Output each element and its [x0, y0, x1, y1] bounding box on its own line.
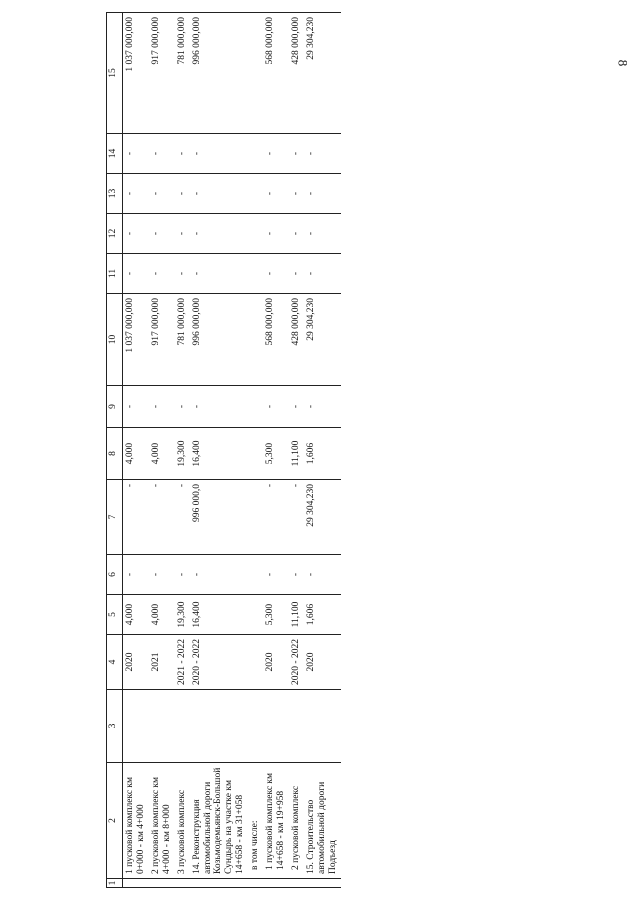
- cell-c3: [289, 690, 304, 763]
- cell-c12: -: [263, 214, 289, 254]
- cell-c6: -: [149, 555, 175, 595]
- cell-c6: -: [190, 555, 249, 595]
- cell-c3: [248, 690, 263, 763]
- column-header-14: 14: [107, 134, 123, 174]
- cell-c14: -: [304, 134, 341, 174]
- cell-c8: [248, 428, 263, 480]
- cell-c11: -: [149, 254, 175, 294]
- column-header-12: 12: [107, 214, 123, 254]
- cell-c9: -: [123, 386, 149, 428]
- cell-c11: -: [289, 254, 304, 294]
- cell-c12: -: [175, 214, 190, 254]
- cell-c5: 4,000: [149, 595, 175, 635]
- cell-c7: -: [263, 480, 289, 555]
- cell-c9: -: [263, 386, 289, 428]
- cell-name: 15. Строительство автомобильной дороги Подъезд: [304, 763, 341, 879]
- cell-c3: [190, 690, 249, 763]
- cell-c15: 568 000,000: [263, 13, 289, 134]
- cell-c14: [248, 134, 263, 174]
- cell-c3: [263, 690, 289, 763]
- cell-c8: 16,400: [190, 428, 249, 480]
- table-row: [149, 13, 175, 888]
- cell-c9: [248, 386, 263, 428]
- cell-c4: 2020: [304, 635, 341, 690]
- table-row: [123, 13, 149, 888]
- cell-c8: 11,100: [289, 428, 304, 480]
- column-header-5: 5: [107, 595, 123, 635]
- cell-c3: [175, 690, 190, 763]
- cell-c14: -: [123, 134, 149, 174]
- cell-c9: -: [175, 386, 190, 428]
- table-row: [175, 13, 190, 888]
- cell-c1: [304, 879, 341, 888]
- cell-c5: 4,000: [123, 595, 149, 635]
- cell-c5: 1,606: [304, 595, 341, 635]
- column-header-11: 11: [107, 254, 123, 294]
- cell-c9: -: [190, 386, 249, 428]
- cell-c14: -: [263, 134, 289, 174]
- cell-c10: 917 000,000: [149, 294, 175, 386]
- cell-c7: -: [289, 480, 304, 555]
- cell-c4: 2021: [149, 635, 175, 690]
- table-row: [263, 13, 289, 888]
- cell-c13: -: [149, 174, 175, 214]
- cell-c1: [190, 879, 249, 888]
- cell-c3: [149, 690, 175, 763]
- column-header-7: 7: [107, 480, 123, 555]
- cell-c7: 996 000,0: [190, 480, 249, 555]
- cell-c10: 996 000,000: [190, 294, 249, 386]
- column-header-15: 15: [107, 13, 123, 134]
- cell-name: в том числе:: [248, 763, 263, 879]
- cell-c10: 1 037 000,000: [123, 294, 149, 386]
- table-body: [123, 13, 341, 888]
- header-row: [107, 13, 123, 888]
- cell-c6: -: [263, 555, 289, 595]
- column-header-8: 8: [107, 428, 123, 480]
- cell-name: 3 пусковой комплекс: [175, 763, 190, 879]
- cell-c12: -: [304, 214, 341, 254]
- cell-c6: -: [304, 555, 341, 595]
- column-header-4: 4: [107, 635, 123, 690]
- cell-c14: -: [190, 134, 249, 174]
- cell-c13: -: [123, 174, 149, 214]
- cell-c1: [123, 879, 149, 888]
- cell-c8: 5,300: [263, 428, 289, 480]
- cell-c11: -: [304, 254, 341, 294]
- cell-c10: 568 000,000: [263, 294, 289, 386]
- cell-c12: [248, 214, 263, 254]
- cell-c10: 781 000,000: [175, 294, 190, 386]
- data-table: [106, 12, 341, 888]
- cell-c7: -: [175, 480, 190, 555]
- cell-c14: -: [175, 134, 190, 174]
- column-header-1: 1: [107, 879, 123, 888]
- cell-name: 2 пусковой комплекс км 4+000 - км 8+000: [149, 763, 175, 879]
- cell-c13: -: [190, 174, 249, 214]
- cell-name: 1 пусковой комплекс км 0+000 - км 4+000: [123, 763, 149, 879]
- cell-c4: 2020: [123, 635, 149, 690]
- cell-c10: 428 000,000: [289, 294, 304, 386]
- cell-name: 1 пусковой комплекс км 14+658 - км 19+958: [263, 763, 289, 879]
- rotated-table-container: [106, 13, 341, 888]
- cell-c1: [175, 879, 190, 888]
- table-row: [304, 13, 341, 888]
- cell-c5: 5,300: [263, 595, 289, 635]
- cell-c13: -: [289, 174, 304, 214]
- cell-c15: 1 037 000,000: [123, 13, 149, 134]
- cell-c11: -: [190, 254, 249, 294]
- cell-c13: -: [263, 174, 289, 214]
- cell-c3: [123, 690, 149, 763]
- cell-c15: 29 304,230: [304, 13, 341, 134]
- cell-c6: -: [123, 555, 149, 595]
- table-row: [248, 13, 263, 888]
- cell-c1: [149, 879, 175, 888]
- cell-c14: -: [149, 134, 175, 174]
- cell-c8: 1,606: [304, 428, 341, 480]
- cell-c7: -: [123, 480, 149, 555]
- cell-c5: 16,400: [190, 595, 249, 635]
- cell-c6: [248, 555, 263, 595]
- table-row: [289, 13, 304, 888]
- cell-c1: [289, 879, 304, 888]
- cell-c10: [248, 294, 263, 386]
- cell-c13: [248, 174, 263, 214]
- cell-c5: [248, 595, 263, 635]
- cell-c11: -: [123, 254, 149, 294]
- cell-c12: -: [289, 214, 304, 254]
- cell-c7: -: [149, 480, 175, 555]
- column-header-10: 10: [107, 294, 123, 386]
- cell-name: 2 пусковой комплекс: [289, 763, 304, 879]
- cell-c10: 29 304,230: [304, 294, 341, 386]
- cell-c7: 29 304,230: [304, 480, 341, 555]
- cell-c14: -: [289, 134, 304, 174]
- cell-c13: -: [304, 174, 341, 214]
- cell-c4: [248, 635, 263, 690]
- cell-c11: [248, 254, 263, 294]
- cell-c13: -: [175, 174, 190, 214]
- cell-c15: 917 000,000: [149, 13, 175, 134]
- cell-c6: -: [175, 555, 190, 595]
- cell-c7: [248, 480, 263, 555]
- cell-c9: -: [289, 386, 304, 428]
- column-header-13: 13: [107, 174, 123, 214]
- cell-c8: 4,000: [149, 428, 175, 480]
- cell-c15: 781 000,000: [175, 13, 190, 134]
- cell-c15: 428 000,000: [289, 13, 304, 134]
- column-header-9: 9: [107, 386, 123, 428]
- cell-c15: [248, 13, 263, 134]
- cell-c5: 19,300: [175, 595, 190, 635]
- column-header-2: 2: [107, 763, 123, 879]
- cell-c4: 2021 - 2022: [175, 635, 190, 690]
- cell-c12: -: [123, 214, 149, 254]
- cell-c12: -: [190, 214, 249, 254]
- cell-c8: 19,300: [175, 428, 190, 480]
- cell-c12: -: [149, 214, 175, 254]
- cell-c4: 2020 - 2022: [289, 635, 304, 690]
- cell-c1: [263, 879, 289, 888]
- column-header-6: 6: [107, 555, 123, 595]
- page-number: 8: [614, 59, 630, 67]
- cell-c8: 4,000: [123, 428, 149, 480]
- cell-c4: 2020 - 2022: [190, 635, 249, 690]
- cell-c5: 11,100: [289, 595, 304, 635]
- cell-c6: -: [289, 555, 304, 595]
- cell-name: 14. Реконструкция автомобильной дороги Козьмодемьянск-Большой Сундырь на участке км 14+658 - км 31+058: [190, 763, 249, 879]
- cell-c9: -: [149, 386, 175, 428]
- cell-c15: 996 000,000: [190, 13, 249, 134]
- cell-c4: 2020: [263, 635, 289, 690]
- cell-c1: [248, 879, 263, 888]
- cell-c3: [304, 690, 341, 763]
- cell-c11: -: [263, 254, 289, 294]
- table-row: [190, 13, 249, 888]
- cell-c9: -: [304, 386, 341, 428]
- column-header-3: 3: [107, 690, 123, 763]
- cell-c11: -: [175, 254, 190, 294]
